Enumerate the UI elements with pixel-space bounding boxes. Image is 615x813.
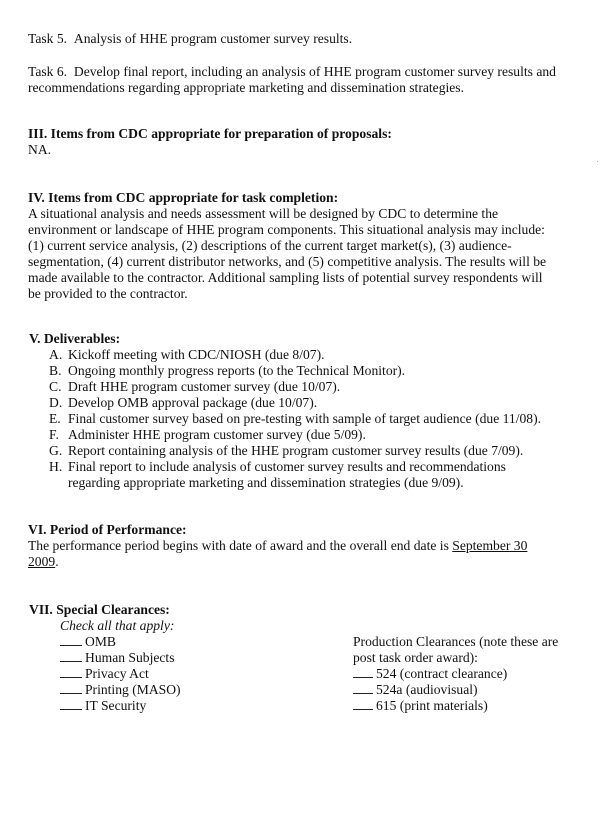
checkbox-blank[interactable] — [60, 699, 82, 710]
checkbox-blank[interactable] — [353, 699, 373, 710]
clearance-label: OMB — [85, 634, 116, 649]
clearance-label: Printing (MASO) — [85, 682, 181, 697]
deliverable-item-continued: regarding appropriate marketing and dissemination strategies (due 9/09). — [68, 475, 464, 490]
section-6-body-continued — [28, 554, 59, 570]
deliverable-item — [49, 363, 405, 379]
deliverable-letter: F. — [49, 427, 59, 442]
deliverable-item — [49, 427, 366, 443]
scan-speck — [597, 161, 598, 162]
task-5 — [28, 31, 352, 47]
clearance-item-human-subjects — [60, 650, 174, 666]
section-6-heading — [28, 522, 187, 538]
task-label: Task 5. — [28, 31, 68, 46]
deliverable-item — [49, 379, 340, 395]
production-label: 524 (contract clearance) — [376, 666, 508, 681]
deliverable-letter: C. — [49, 379, 62, 394]
deliverable-letter: A. — [49, 347, 63, 362]
section-3-heading — [28, 126, 392, 142]
checkbox-blank[interactable] — [353, 683, 373, 694]
task-text: Analysis of HHE program customer survey results. — [73, 31, 353, 46]
task-6 — [28, 64, 556, 80]
clearance-label: Privacy Act — [85, 666, 149, 681]
section-4-line: A situational analysis and needs assessment will be designed by CDC to determine the — [28, 206, 499, 221]
production-item-524 — [353, 666, 507, 682]
deliverable-text: Draft HHE program customer survey (due 10/07). — [68, 379, 341, 394]
task-text: Develop final report, including an analysis of HHE program customer survey results and — [73, 64, 556, 79]
production-label: 615 (print materials) — [376, 698, 488, 713]
deliverable-text: Final report to include analysis of customer survey results and recommendations — [68, 459, 506, 474]
clearance-label: IT Security — [85, 698, 147, 713]
heading-text: VII. Special Clearances: — [29, 602, 170, 617]
clearance-item-privacy-act — [60, 666, 149, 682]
checkbox-blank[interactable] — [60, 635, 82, 646]
deliverable-letter: D. — [49, 395, 63, 410]
heading-text: V. Deliverables: — [29, 331, 121, 346]
production-label: 524a (audiovisual) — [376, 682, 478, 697]
section-7-instruction: Check all that apply: — [60, 618, 175, 633]
clearance-item-printing — [60, 682, 181, 698]
deliverable-item — [49, 459, 506, 475]
production-item-615 — [353, 698, 488, 714]
end-date: September 30 — [452, 538, 528, 553]
section-4-heading — [28, 190, 338, 206]
deliverable-item — [49, 443, 523, 459]
clearance-item-it-security — [60, 698, 146, 714]
checkbox-blank[interactable] — [353, 667, 373, 678]
heading-text: VI. Period of Performance: — [28, 522, 187, 537]
deliverable-letter: B. — [49, 363, 62, 378]
section-4-line: segmentation, (4) current distributor networks, and (5) competitive analysis. The results will be — [28, 254, 547, 269]
checkbox-blank[interactable] — [60, 683, 82, 694]
task-6-continued: recommendations regarding appropriate marketing and dissemination strategies. — [28, 80, 464, 95]
clearance-label: Human Subjects — [85, 650, 175, 665]
deliverable-letter: G. — [49, 443, 63, 458]
section-4-line: environment or landscape of HHE program components. This situational analysis may include: — [28, 222, 545, 237]
deliverable-text: Report containing analysis of the HHE program customer survey results (due 7/09). — [68, 443, 524, 458]
deliverable-letter: H. — [49, 459, 63, 474]
deliverable-item — [49, 395, 317, 411]
section-3-body: NA. — [28, 142, 52, 157]
section-4-line: (1) current service analysis, (2) descriptions of the current target market(s), (3) audience- — [28, 238, 512, 253]
production-heading-line2: post task order award): — [353, 650, 478, 665]
deliverable-text: Final customer survey based on pre-testing with sample of target audience (due 11/08). — [68, 411, 542, 426]
section-4-line: be provided to the contractor. — [28, 286, 188, 301]
body-text: The performance period begins with date of award and the overall end date is — [28, 538, 453, 553]
section-6-body — [28, 538, 527, 554]
deliverable-item — [49, 411, 541, 427]
deliverable-item — [49, 347, 325, 363]
deliverable-text: Develop OMB approval package (due 10/07). — [68, 395, 318, 410]
production-item-524a — [353, 682, 478, 698]
section-7-heading — [29, 602, 170, 618]
deliverable-text: Kickoff meeting with CDC/NIOSH (due 8/07). — [68, 347, 325, 362]
end-date-year: 2009 — [28, 554, 56, 569]
task-label: Task 6. — [28, 64, 68, 79]
heading-text: III. Items from CDC appropriate for preparation of proposals: — [28, 126, 392, 141]
checkbox-blank[interactable] — [60, 651, 82, 662]
deliverable-text: Administer HHE program customer survey (due 5/09). — [68, 427, 366, 442]
deliverable-text: Ongoing monthly progress reports (to the Technical Monitor). — [68, 363, 406, 378]
production-heading-line1: Production Clearances (note these are — [353, 634, 559, 649]
clearance-item-omb — [60, 634, 116, 650]
body-suffix: . — [55, 554, 59, 569]
section-4-line: made available to the contractor. Additional sampling lists of potential survey respondents will — [28, 270, 543, 285]
deliverable-letter: E. — [49, 411, 61, 426]
section-5-heading — [29, 331, 120, 347]
checkbox-blank[interactable] — [60, 667, 82, 678]
heading-text: IV. Items from CDC appropriate for task completion: — [28, 190, 339, 205]
